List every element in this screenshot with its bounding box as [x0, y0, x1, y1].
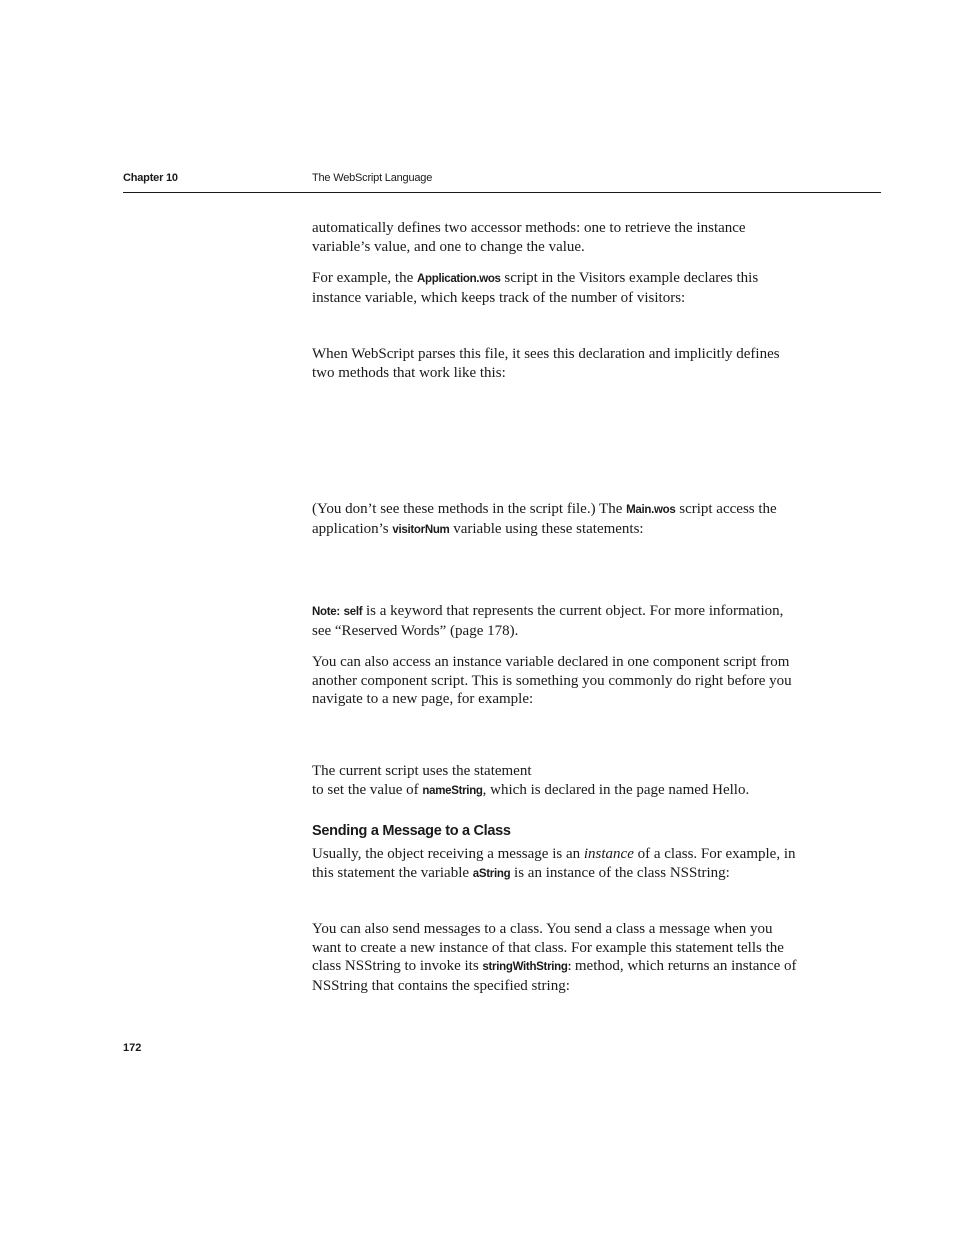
paragraph-application-example: [312, 269, 802, 307]
paragraph-class-messages: [312, 920, 802, 995]
code-main-wos: Main.wos: [626, 504, 676, 516]
text-run: method, which returns an instance of NSString that contains the specified string:: [312, 958, 797, 994]
code-astring: aString: [472, 867, 511, 880]
text-run: of a class. For example, in this statement the variable: [312, 846, 796, 881]
text-run: is an instance of the class NSString:: [510, 864, 730, 881]
running-header: [123, 170, 881, 193]
paragraph-current-script: [312, 762, 802, 800]
paragraph-main-wos: [312, 500, 802, 539]
text-run: For example, the: [312, 270, 417, 286]
text-run: The current script uses the statement: [312, 763, 532, 779]
paragraph-text: You can also access an instance variable declared in one component script from another component script. This is something you commonly do right before you navigate to a new page, for example:: [312, 654, 792, 707]
paragraph-instance-of-class: [312, 845, 802, 883]
paragraph-accessor-methods: [312, 219, 802, 256]
text-run: Usually, the object receiving a message is an: [312, 846, 584, 862]
paragraph-webscript-parses: [312, 345, 802, 382]
section-heading: Sending a Message to a Class: [312, 823, 511, 839]
text-run: script in the Visitors example declares this instance variable, which keeps track of the number of visitors:: [312, 270, 759, 306]
text-run: (You don’t see these methods in the script file.) The: [312, 501, 627, 517]
paragraph-text: When WebScript parses this file, it sees this declaration and implicitly defines two methods that work like this:: [312, 346, 780, 381]
page-number: 172: [123, 1042, 142, 1054]
text-run: variable using these statements:: [449, 520, 644, 537]
text-run: to set the value of: [312, 781, 423, 798]
text-run: script access the application’s: [312, 501, 777, 537]
text-run: , which is declared in the page named Hello.: [482, 781, 750, 798]
chapter-label: Chapter 10: [123, 172, 178, 184]
text-run: is a keyword that represents the current object. For more information, see “Reserved Words” (page 178).: [312, 603, 784, 639]
chapter-title: The WebScript Language: [312, 172, 433, 184]
code-application-wos: Application.wos: [416, 273, 501, 285]
emphasis-instance: instance: [583, 846, 634, 862]
note-label: Note:: [312, 606, 340, 618]
paragraph-component-script: [312, 653, 802, 709]
code-stringwithstring: stringWithString:: [482, 961, 572, 973]
code-visitornum: visitorNum: [392, 523, 450, 536]
text-run: You can also send messages to a class. You send a class a message when you want to create a new instance of that class. For example this statement tells the class NSString to invoke its: [312, 921, 784, 974]
paragraph-text: automatically defines two accessor methods: one to retrieve the instance variable’s value, and one to change the value.: [312, 220, 746, 255]
code-self: self: [343, 606, 363, 618]
note-self-keyword: [312, 602, 802, 640]
code-namestring: nameString: [422, 784, 483, 797]
